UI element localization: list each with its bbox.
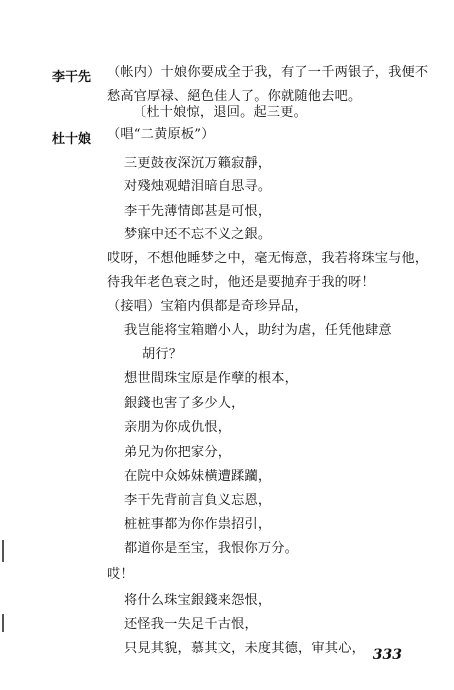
text-line: 哎呀，不想他睡梦之中，毫无悔意，我若将珠宝与他， (107, 251, 429, 266)
scan-edge-mark (2, 614, 4, 632)
speaker-du-shiniang: 杜十娘 (52, 132, 92, 147)
stage-direction: 〔杜十娘惊，退回。起三更。 (133, 105, 308, 120)
verse-line: 只見其貌，慕其文，未度其德，审其心， (124, 641, 365, 656)
verse-line: 李干先薄情郎甚是可恨， (124, 204, 272, 219)
verse-line: 亲朋为你成仇恨， (124, 420, 232, 435)
verse-line: 还怪我一失足千古恨， (124, 617, 258, 632)
aria-heading: （唱“二黄原板”） (107, 127, 215, 142)
verse-line: 我岂能将宝箱贈小人，助纣为虐，任凭他肆意 (124, 323, 392, 338)
verse-line: 梦寐中还不忘不义之銀。 (124, 227, 272, 242)
text-line: 待我年老色衰之时，他还是要抛弃于我的呀！ (107, 275, 375, 290)
verse-line: 对殘烛观蜡泪暗自思寻。 (124, 179, 272, 194)
verse-line: 三更鼓夜深沉万籟寂靜， (124, 156, 272, 171)
verse-line: 在院中众姊妹横遭蹂躪， (124, 469, 272, 484)
verse-line: 銀錢也害了多少人， (124, 396, 245, 411)
verse-line: 桩桩事都为你作祟招引， (124, 517, 272, 532)
page-number: 333 (372, 647, 402, 663)
verse-line: 都道你是至宝，我恨你万分。 (124, 541, 299, 556)
verse-line: 弟兄为你把家分， (124, 445, 232, 460)
text-line: （接唱）宝箱内俱都是奇珍异品， (107, 299, 308, 314)
speaker-li-ganxian: 李干先 (52, 70, 92, 85)
verse-line: 想世間珠宝原是作孽的根本， (124, 371, 299, 386)
text-line: 愁高官厚禄、絕色佳人了。你就随他去吧。 (107, 89, 362, 104)
text-line: 哎！ (107, 567, 134, 582)
verse-line: 胡行？ (142, 347, 183, 362)
text-line: （帐内）十娘你要成全于我，有了一千两银子，我便不 (107, 65, 429, 80)
verse-line: 将什么珠宝銀錢来怨恨， (124, 593, 272, 608)
verse-line: 李干先背前言負义忘恩， (124, 493, 272, 508)
scan-edge-mark (2, 540, 4, 562)
